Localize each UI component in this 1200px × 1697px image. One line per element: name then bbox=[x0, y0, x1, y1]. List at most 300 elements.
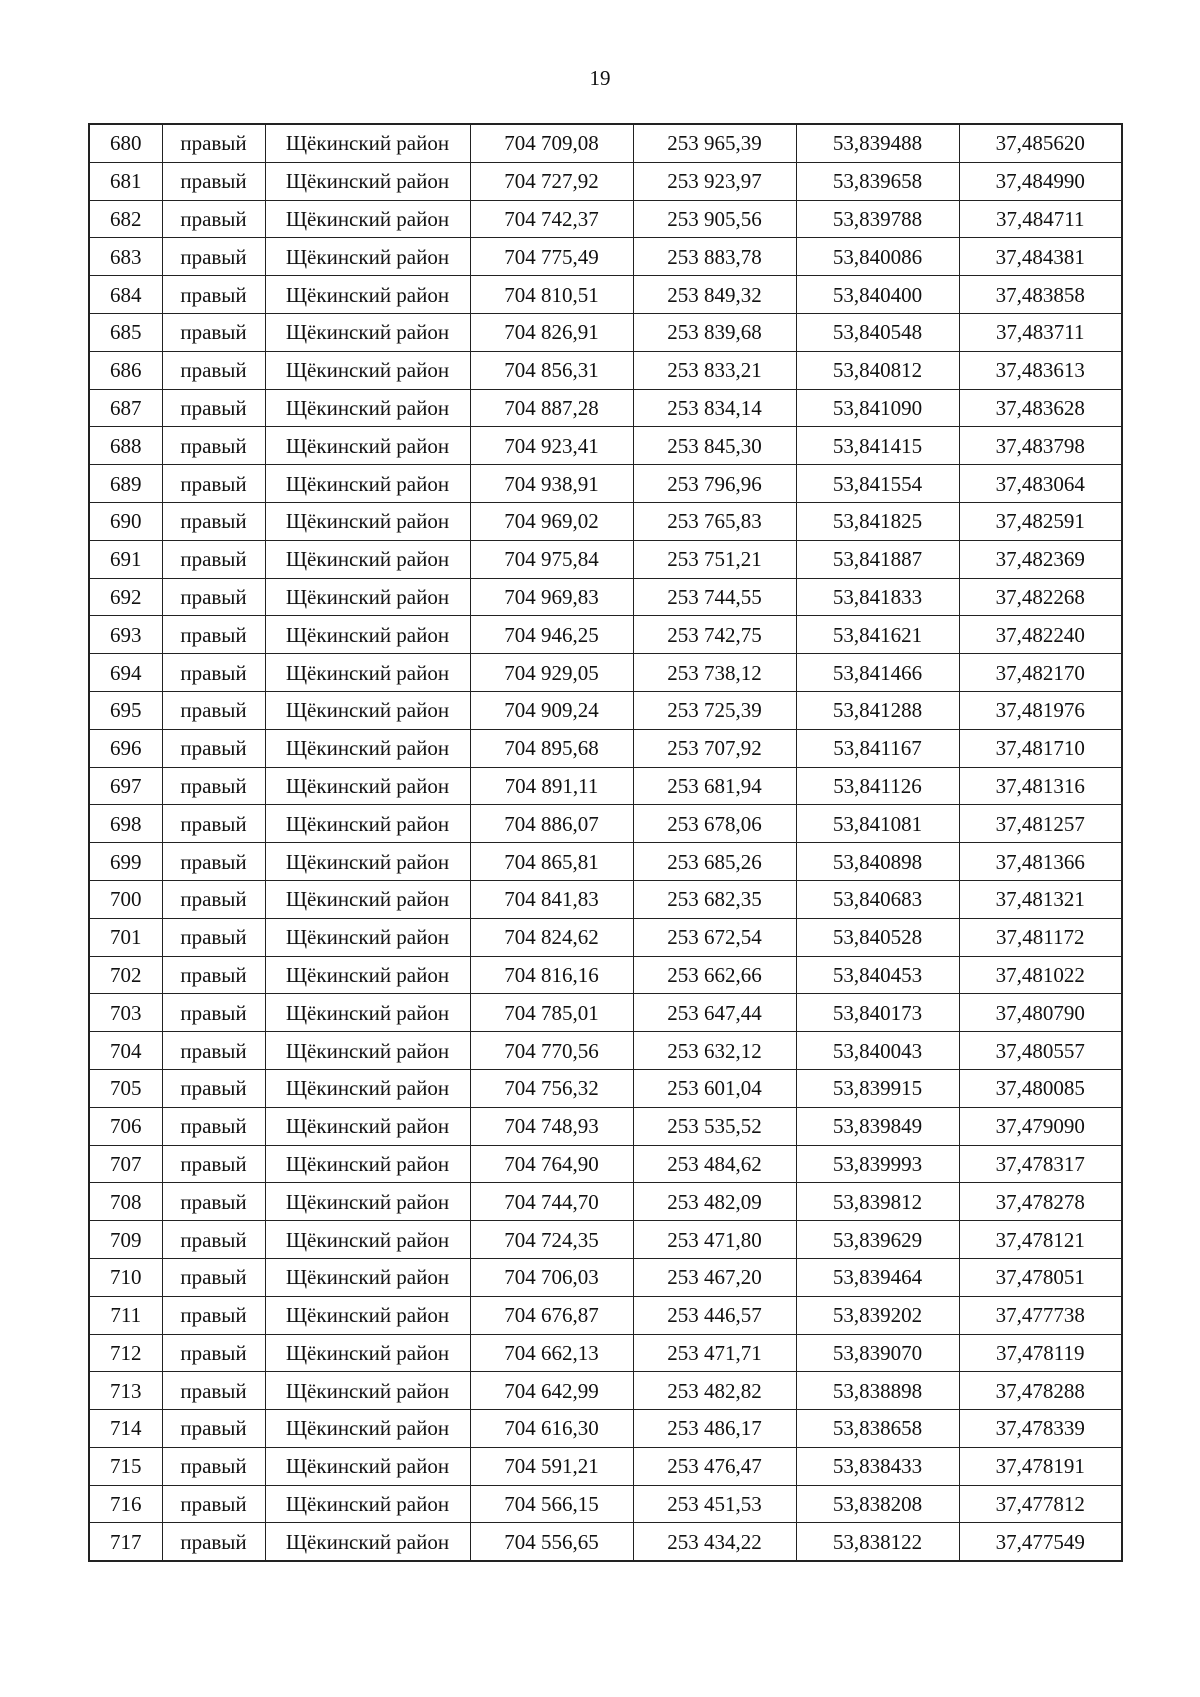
x-coordinate-cell: 704 706,03 bbox=[470, 1258, 633, 1296]
x-coordinate-cell: 704 662,13 bbox=[470, 1334, 633, 1372]
bank-side-cell: правый bbox=[162, 843, 265, 881]
longitude-cell: 37,480085 bbox=[959, 1069, 1122, 1107]
longitude-cell: 37,479090 bbox=[959, 1107, 1122, 1145]
bank-side-cell: правый bbox=[162, 616, 265, 654]
table-row bbox=[89, 1334, 1122, 1372]
table-row bbox=[89, 1069, 1122, 1107]
longitude-cell: 37,478288 bbox=[959, 1372, 1122, 1410]
point-number-cell: 703 bbox=[89, 994, 162, 1032]
y-coordinate-cell: 253 476,47 bbox=[633, 1447, 796, 1485]
district-cell: Щёкинский район bbox=[265, 616, 470, 654]
point-number-cell: 711 bbox=[89, 1296, 162, 1334]
district-cell: Щёкинский район bbox=[265, 805, 470, 843]
latitude-cell: 53,840898 bbox=[796, 843, 959, 881]
y-coordinate-cell: 253 471,71 bbox=[633, 1334, 796, 1372]
district-cell: Щёкинский район bbox=[265, 880, 470, 918]
y-coordinate-cell: 253 765,83 bbox=[633, 502, 796, 540]
district-cell: Щёкинский район bbox=[265, 313, 470, 351]
y-coordinate-cell: 253 923,97 bbox=[633, 162, 796, 200]
bank-side-cell: правый bbox=[162, 1372, 265, 1410]
point-number-cell: 699 bbox=[89, 843, 162, 881]
longitude-cell: 37,481022 bbox=[959, 956, 1122, 994]
latitude-cell: 53,838122 bbox=[796, 1523, 959, 1561]
district-cell: Щёкинский район bbox=[265, 767, 470, 805]
table-row bbox=[89, 313, 1122, 351]
district-cell: Щёкинский район bbox=[265, 427, 470, 465]
point-number-cell: 706 bbox=[89, 1107, 162, 1145]
district-cell: Щёкинский район bbox=[265, 1296, 470, 1334]
longitude-cell: 37,483798 bbox=[959, 427, 1122, 465]
district-cell: Щёкинский район bbox=[265, 654, 470, 692]
x-coordinate-cell: 704 756,32 bbox=[470, 1069, 633, 1107]
latitude-cell: 53,839658 bbox=[796, 162, 959, 200]
y-coordinate-cell: 253 678,06 bbox=[633, 805, 796, 843]
latitude-cell: 53,840683 bbox=[796, 880, 959, 918]
latitude-cell: 53,840548 bbox=[796, 313, 959, 351]
latitude-cell: 53,839202 bbox=[796, 1296, 959, 1334]
point-number-cell: 716 bbox=[89, 1485, 162, 1523]
bank-side-cell: правый bbox=[162, 1032, 265, 1070]
y-coordinate-cell: 253 685,26 bbox=[633, 843, 796, 881]
point-number-cell: 696 bbox=[89, 729, 162, 767]
longitude-cell: 37,482369 bbox=[959, 540, 1122, 578]
latitude-cell: 53,839812 bbox=[796, 1183, 959, 1221]
y-coordinate-cell: 253 535,52 bbox=[633, 1107, 796, 1145]
longitude-cell: 37,477812 bbox=[959, 1485, 1122, 1523]
y-coordinate-cell: 253 834,14 bbox=[633, 389, 796, 427]
bank-side-cell: правый bbox=[162, 805, 265, 843]
latitude-cell: 53,838433 bbox=[796, 1447, 959, 1485]
district-cell: Щёкинский район bbox=[265, 162, 470, 200]
point-number-cell: 701 bbox=[89, 918, 162, 956]
page-number: 19 bbox=[589, 66, 611, 90]
bank-side-cell: правый bbox=[162, 1523, 265, 1561]
district-cell: Щёкинский район bbox=[265, 124, 470, 162]
y-coordinate-cell: 253 751,21 bbox=[633, 540, 796, 578]
bank-side-cell: правый bbox=[162, 427, 265, 465]
longitude-cell: 37,482268 bbox=[959, 578, 1122, 616]
bank-side-cell: правый bbox=[162, 502, 265, 540]
latitude-cell: 53,839488 bbox=[796, 124, 959, 162]
table-row bbox=[89, 351, 1122, 389]
bank-side-cell: правый bbox=[162, 691, 265, 729]
x-coordinate-cell: 704 642,99 bbox=[470, 1372, 633, 1410]
longitude-cell: 37,477549 bbox=[959, 1523, 1122, 1561]
y-coordinate-cell: 253 482,09 bbox=[633, 1183, 796, 1221]
bank-side-cell: правый bbox=[162, 654, 265, 692]
latitude-cell: 53,841825 bbox=[796, 502, 959, 540]
y-coordinate-cell: 253 647,44 bbox=[633, 994, 796, 1032]
x-coordinate-cell: 704 676,87 bbox=[470, 1296, 633, 1334]
latitude-cell: 53,839849 bbox=[796, 1107, 959, 1145]
coordinates-table bbox=[88, 123, 1123, 1562]
point-number-cell: 689 bbox=[89, 465, 162, 503]
bank-side-cell: правый bbox=[162, 540, 265, 578]
latitude-cell: 53,840812 bbox=[796, 351, 959, 389]
latitude-cell: 53,840528 bbox=[796, 918, 959, 956]
table-row bbox=[89, 427, 1122, 465]
bank-side-cell: правый bbox=[162, 351, 265, 389]
district-cell: Щёкинский район bbox=[265, 994, 470, 1032]
longitude-cell: 37,482170 bbox=[959, 654, 1122, 692]
y-coordinate-cell: 253 849,32 bbox=[633, 276, 796, 314]
bank-side-cell: правый bbox=[162, 918, 265, 956]
table-row bbox=[89, 124, 1122, 162]
district-cell: Щёкинский район bbox=[265, 691, 470, 729]
y-coordinate-cell: 253 672,54 bbox=[633, 918, 796, 956]
x-coordinate-cell: 704 891,11 bbox=[470, 767, 633, 805]
district-cell: Щёкинский район bbox=[265, 465, 470, 503]
y-coordinate-cell: 253 845,30 bbox=[633, 427, 796, 465]
table-row bbox=[89, 994, 1122, 1032]
y-coordinate-cell: 253 482,82 bbox=[633, 1372, 796, 1410]
y-coordinate-cell: 253 725,39 bbox=[633, 691, 796, 729]
longitude-cell: 37,480557 bbox=[959, 1032, 1122, 1070]
point-number-cell: 688 bbox=[89, 427, 162, 465]
table-row bbox=[89, 465, 1122, 503]
table-row bbox=[89, 767, 1122, 805]
y-coordinate-cell: 253 905,56 bbox=[633, 200, 796, 238]
x-coordinate-cell: 704 764,90 bbox=[470, 1145, 633, 1183]
district-cell: Щёкинский район bbox=[265, 238, 470, 276]
y-coordinate-cell: 253 682,35 bbox=[633, 880, 796, 918]
table-row bbox=[89, 1183, 1122, 1221]
bank-side-cell: правый bbox=[162, 124, 265, 162]
point-number-cell: 693 bbox=[89, 616, 162, 654]
longitude-cell: 37,481172 bbox=[959, 918, 1122, 956]
longitude-cell: 37,484990 bbox=[959, 162, 1122, 200]
x-coordinate-cell: 704 810,51 bbox=[470, 276, 633, 314]
bank-side-cell: правый bbox=[162, 1145, 265, 1183]
point-number-cell: 685 bbox=[89, 313, 162, 351]
x-coordinate-cell: 704 744,70 bbox=[470, 1183, 633, 1221]
x-coordinate-cell: 704 816,16 bbox=[470, 956, 633, 994]
district-cell: Щёкинский район bbox=[265, 1485, 470, 1523]
district-cell: Щёкинский район bbox=[265, 578, 470, 616]
district-cell: Щёкинский район bbox=[265, 956, 470, 994]
y-coordinate-cell: 253 434,22 bbox=[633, 1523, 796, 1561]
point-number-cell: 700 bbox=[89, 880, 162, 918]
longitude-cell: 37,478191 bbox=[959, 1447, 1122, 1485]
bank-side-cell: правый bbox=[162, 994, 265, 1032]
point-number-cell: 683 bbox=[89, 238, 162, 276]
longitude-cell: 37,483628 bbox=[959, 389, 1122, 427]
point-number-cell: 690 bbox=[89, 502, 162, 540]
latitude-cell: 53,841554 bbox=[796, 465, 959, 503]
longitude-cell: 37,478051 bbox=[959, 1258, 1122, 1296]
longitude-cell: 37,482591 bbox=[959, 502, 1122, 540]
district-cell: Щёкинский район bbox=[265, 1258, 470, 1296]
district-cell: Щёкинский район bbox=[265, 1523, 470, 1561]
x-coordinate-cell: 704 591,21 bbox=[470, 1447, 633, 1485]
x-coordinate-cell: 704 969,83 bbox=[470, 578, 633, 616]
point-number-cell: 713 bbox=[89, 1372, 162, 1410]
x-coordinate-cell: 704 724,35 bbox=[470, 1221, 633, 1259]
longitude-cell: 37,480790 bbox=[959, 994, 1122, 1032]
x-coordinate-cell: 704 865,81 bbox=[470, 843, 633, 881]
x-coordinate-cell: 704 975,84 bbox=[470, 540, 633, 578]
x-coordinate-cell: 704 556,65 bbox=[470, 1523, 633, 1561]
longitude-cell: 37,483858 bbox=[959, 276, 1122, 314]
longitude-cell: 37,478278 bbox=[959, 1183, 1122, 1221]
latitude-cell: 53,840400 bbox=[796, 276, 959, 314]
x-coordinate-cell: 704 969,02 bbox=[470, 502, 633, 540]
y-coordinate-cell: 253 484,62 bbox=[633, 1145, 796, 1183]
x-coordinate-cell: 704 923,41 bbox=[470, 427, 633, 465]
district-cell: Щёкинский район bbox=[265, 351, 470, 389]
latitude-cell: 53,840043 bbox=[796, 1032, 959, 1070]
longitude-cell: 37,483064 bbox=[959, 465, 1122, 503]
point-number-cell: 710 bbox=[89, 1258, 162, 1296]
longitude-cell: 37,478339 bbox=[959, 1410, 1122, 1448]
district-cell: Щёкинский район bbox=[265, 276, 470, 314]
y-coordinate-cell: 253 738,12 bbox=[633, 654, 796, 692]
bank-side-cell: правый bbox=[162, 729, 265, 767]
latitude-cell: 53,841167 bbox=[796, 729, 959, 767]
table-row bbox=[89, 1258, 1122, 1296]
bank-side-cell: правый bbox=[162, 767, 265, 805]
district-cell: Щёкинский район bbox=[265, 729, 470, 767]
point-number-cell: 715 bbox=[89, 1447, 162, 1485]
y-coordinate-cell: 253 632,12 bbox=[633, 1032, 796, 1070]
latitude-cell: 53,841090 bbox=[796, 389, 959, 427]
x-coordinate-cell: 704 946,25 bbox=[470, 616, 633, 654]
table-row bbox=[89, 1372, 1122, 1410]
bank-side-cell: правый bbox=[162, 1258, 265, 1296]
y-coordinate-cell: 253 839,68 bbox=[633, 313, 796, 351]
point-number-cell: 687 bbox=[89, 389, 162, 427]
latitude-cell: 53,841415 bbox=[796, 427, 959, 465]
latitude-cell: 53,839629 bbox=[796, 1221, 959, 1259]
table-row bbox=[89, 1296, 1122, 1334]
longitude-cell: 37,485620 bbox=[959, 124, 1122, 162]
latitude-cell: 53,838658 bbox=[796, 1410, 959, 1448]
district-cell: Щёкинский район bbox=[265, 502, 470, 540]
x-coordinate-cell: 704 616,30 bbox=[470, 1410, 633, 1448]
bank-side-cell: правый bbox=[162, 1183, 265, 1221]
y-coordinate-cell: 253 446,57 bbox=[633, 1296, 796, 1334]
bank-side-cell: правый bbox=[162, 1485, 265, 1523]
table-row bbox=[89, 200, 1122, 238]
x-coordinate-cell: 704 775,49 bbox=[470, 238, 633, 276]
latitude-cell: 53,841621 bbox=[796, 616, 959, 654]
x-coordinate-cell: 704 886,07 bbox=[470, 805, 633, 843]
x-coordinate-cell: 704 938,91 bbox=[470, 465, 633, 503]
table-row bbox=[89, 1447, 1122, 1485]
table-row bbox=[89, 654, 1122, 692]
x-coordinate-cell: 704 709,08 bbox=[470, 124, 633, 162]
longitude-cell: 37,481257 bbox=[959, 805, 1122, 843]
latitude-cell: 53,838208 bbox=[796, 1485, 959, 1523]
point-number-cell: 694 bbox=[89, 654, 162, 692]
y-coordinate-cell: 253 467,20 bbox=[633, 1258, 796, 1296]
y-coordinate-cell: 253 486,17 bbox=[633, 1410, 796, 1448]
bank-side-cell: правый bbox=[162, 1107, 265, 1145]
point-number-cell: 705 bbox=[89, 1069, 162, 1107]
point-number-cell: 681 bbox=[89, 162, 162, 200]
table-row bbox=[89, 616, 1122, 654]
longitude-cell: 37,481316 bbox=[959, 767, 1122, 805]
y-coordinate-cell: 253 833,21 bbox=[633, 351, 796, 389]
point-number-cell: 702 bbox=[89, 956, 162, 994]
table-row bbox=[89, 843, 1122, 881]
latitude-cell: 53,840173 bbox=[796, 994, 959, 1032]
table-row bbox=[89, 805, 1122, 843]
table-row bbox=[89, 1107, 1122, 1145]
table-row bbox=[89, 691, 1122, 729]
table-row bbox=[89, 1485, 1122, 1523]
district-cell: Щёкинский район bbox=[265, 843, 470, 881]
bank-side-cell: правый bbox=[162, 1447, 265, 1485]
table-row bbox=[89, 162, 1122, 200]
latitude-cell: 53,839788 bbox=[796, 200, 959, 238]
table-body bbox=[89, 124, 1122, 1561]
longitude-cell: 37,481710 bbox=[959, 729, 1122, 767]
longitude-cell: 37,481321 bbox=[959, 880, 1122, 918]
point-number-cell: 708 bbox=[89, 1183, 162, 1221]
x-coordinate-cell: 704 727,92 bbox=[470, 162, 633, 200]
table-row bbox=[89, 1523, 1122, 1561]
point-number-cell: 686 bbox=[89, 351, 162, 389]
longitude-cell: 37,484381 bbox=[959, 238, 1122, 276]
y-coordinate-cell: 253 681,94 bbox=[633, 767, 796, 805]
y-coordinate-cell: 253 451,53 bbox=[633, 1485, 796, 1523]
table-row bbox=[89, 1145, 1122, 1183]
table-row bbox=[89, 1032, 1122, 1070]
x-coordinate-cell: 704 929,05 bbox=[470, 654, 633, 692]
y-coordinate-cell: 253 471,80 bbox=[633, 1221, 796, 1259]
latitude-cell: 53,841126 bbox=[796, 767, 959, 805]
district-cell: Щёкинский район bbox=[265, 1183, 470, 1221]
y-coordinate-cell: 253 662,66 bbox=[633, 956, 796, 994]
longitude-cell: 37,478119 bbox=[959, 1334, 1122, 1372]
longitude-cell: 37,483613 bbox=[959, 351, 1122, 389]
longitude-cell: 37,481366 bbox=[959, 843, 1122, 881]
point-number-cell: 684 bbox=[89, 276, 162, 314]
bank-side-cell: правый bbox=[162, 880, 265, 918]
table-row bbox=[89, 276, 1122, 314]
district-cell: Щёкинский район bbox=[265, 1410, 470, 1448]
longitude-cell: 37,484711 bbox=[959, 200, 1122, 238]
district-cell: Щёкинский район bbox=[265, 1032, 470, 1070]
x-coordinate-cell: 704 770,56 bbox=[470, 1032, 633, 1070]
y-coordinate-cell: 253 707,92 bbox=[633, 729, 796, 767]
bank-side-cell: правый bbox=[162, 389, 265, 427]
bank-side-cell: правый bbox=[162, 1296, 265, 1334]
latitude-cell: 53,839915 bbox=[796, 1069, 959, 1107]
latitude-cell: 53,841081 bbox=[796, 805, 959, 843]
district-cell: Щёкинский район bbox=[265, 540, 470, 578]
bank-side-cell: правый bbox=[162, 162, 265, 200]
latitude-cell: 53,839464 bbox=[796, 1258, 959, 1296]
x-coordinate-cell: 704 566,15 bbox=[470, 1485, 633, 1523]
point-number-cell: 680 bbox=[89, 124, 162, 162]
bank-side-cell: правый bbox=[162, 1410, 265, 1448]
district-cell: Щёкинский район bbox=[265, 1447, 470, 1485]
y-coordinate-cell: 253 744,55 bbox=[633, 578, 796, 616]
x-coordinate-cell: 704 742,37 bbox=[470, 200, 633, 238]
latitude-cell: 53,841466 bbox=[796, 654, 959, 692]
table-row bbox=[89, 502, 1122, 540]
point-number-cell: 714 bbox=[89, 1410, 162, 1448]
bank-side-cell: правый bbox=[162, 956, 265, 994]
x-coordinate-cell: 704 748,93 bbox=[470, 1107, 633, 1145]
x-coordinate-cell: 704 826,91 bbox=[470, 313, 633, 351]
point-number-cell: 707 bbox=[89, 1145, 162, 1183]
y-coordinate-cell: 253 742,75 bbox=[633, 616, 796, 654]
y-coordinate-cell: 253 796,96 bbox=[633, 465, 796, 503]
district-cell: Щёкинский район bbox=[265, 1069, 470, 1107]
bank-side-cell: правый bbox=[162, 578, 265, 616]
latitude-cell: 53,841288 bbox=[796, 691, 959, 729]
latitude-cell: 53,838898 bbox=[796, 1372, 959, 1410]
latitude-cell: 53,841833 bbox=[796, 578, 959, 616]
district-cell: Щёкинский район bbox=[265, 200, 470, 238]
bank-side-cell: правый bbox=[162, 1221, 265, 1259]
table-row bbox=[89, 918, 1122, 956]
point-number-cell: 709 bbox=[89, 1221, 162, 1259]
district-cell: Щёкинский район bbox=[265, 1372, 470, 1410]
bank-side-cell: правый bbox=[162, 238, 265, 276]
y-coordinate-cell: 253 883,78 bbox=[633, 238, 796, 276]
point-number-cell: 692 bbox=[89, 578, 162, 616]
table-row bbox=[89, 540, 1122, 578]
district-cell: Щёкинский район bbox=[265, 1221, 470, 1259]
table-row bbox=[89, 578, 1122, 616]
table-row bbox=[89, 956, 1122, 994]
table-row bbox=[89, 1221, 1122, 1259]
bank-side-cell: правый bbox=[162, 465, 265, 503]
x-coordinate-cell: 704 785,01 bbox=[470, 994, 633, 1032]
x-coordinate-cell: 704 909,24 bbox=[470, 691, 633, 729]
longitude-cell: 37,477738 bbox=[959, 1296, 1122, 1334]
table-row bbox=[89, 1410, 1122, 1448]
point-number-cell: 691 bbox=[89, 540, 162, 578]
latitude-cell: 53,839993 bbox=[796, 1145, 959, 1183]
longitude-cell: 37,483711 bbox=[959, 313, 1122, 351]
district-cell: Щёкинский район bbox=[265, 1107, 470, 1145]
district-cell: Щёкинский район bbox=[265, 918, 470, 956]
point-number-cell: 717 bbox=[89, 1523, 162, 1561]
point-number-cell: 704 bbox=[89, 1032, 162, 1070]
latitude-cell: 53,839070 bbox=[796, 1334, 959, 1372]
y-coordinate-cell: 253 965,39 bbox=[633, 124, 796, 162]
point-number-cell: 695 bbox=[89, 691, 162, 729]
table-row bbox=[89, 238, 1122, 276]
y-coordinate-cell: 253 601,04 bbox=[633, 1069, 796, 1107]
latitude-cell: 53,841887 bbox=[796, 540, 959, 578]
district-cell: Щёкинский район bbox=[265, 1334, 470, 1372]
point-number-cell: 712 bbox=[89, 1334, 162, 1372]
x-coordinate-cell: 704 841,83 bbox=[470, 880, 633, 918]
latitude-cell: 53,840086 bbox=[796, 238, 959, 276]
bank-side-cell: правый bbox=[162, 313, 265, 351]
longitude-cell: 37,478121 bbox=[959, 1221, 1122, 1259]
x-coordinate-cell: 704 856,31 bbox=[470, 351, 633, 389]
x-coordinate-cell: 704 824,62 bbox=[470, 918, 633, 956]
x-coordinate-cell: 704 895,68 bbox=[470, 729, 633, 767]
longitude-cell: 37,478317 bbox=[959, 1145, 1122, 1183]
district-cell: Щёкинский район bbox=[265, 389, 470, 427]
district-cell: Щёкинский район bbox=[265, 1145, 470, 1183]
table-row bbox=[89, 729, 1122, 767]
x-coordinate-cell: 704 887,28 bbox=[470, 389, 633, 427]
bank-side-cell: правый bbox=[162, 1069, 265, 1107]
bank-side-cell: правый bbox=[162, 200, 265, 238]
point-number-cell: 697 bbox=[89, 767, 162, 805]
table-row bbox=[89, 880, 1122, 918]
longitude-cell: 37,481976 bbox=[959, 691, 1122, 729]
